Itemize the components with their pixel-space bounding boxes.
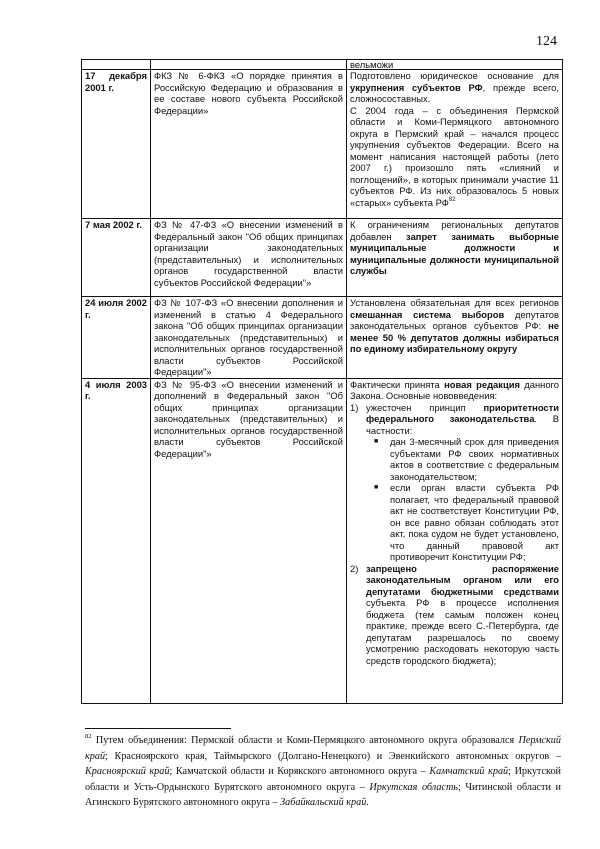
square-bullet-icon: ■: [374, 484, 379, 491]
list-item: [366, 482, 559, 563]
result-intro: [350, 379, 559, 402]
text: К ограничениям региональных депутатов добавлен: [350, 219, 559, 242]
text: Фактически принята: [350, 378, 445, 390]
list-number: 2): [350, 562, 359, 574]
text: С 2004 года – с объединения Пермской области и Коми-Пермяцкого автономного округа в Пермский край – начался процесс укрупнения субъектов Федерации. Всего на момент написания настоящей работы (лето 2007 г.) произошло пять «слияний и поглощений», в которых принимали участие 11 субъектов РФ. Из них образовалось 5 новых «старых» субъекта РФ: [350, 104, 559, 208]
cell-result: вельможи: [347, 60, 563, 70]
text: Путем объединения: Пермской области и Коми-Пермяцкого автономного округа образовался: [91, 735, 519, 746]
table-row: [82, 70, 563, 219]
text: Подготовлено юридическое основание для: [350, 70, 559, 81]
italic-text: Забайкальский край: [280, 797, 367, 808]
bold-text: укрупнения субъектов РФ: [350, 81, 483, 93]
text: ; Иркутской области и Усть-Ордынского Бурятского автономного округа –: [85, 766, 561, 793]
list-item: [366, 436, 559, 482]
numbered-list: [350, 402, 559, 667]
text: если орган власти субъекта РФ полагает, что федеральный правовой акт не соответствует Конституции РФ, он все равно обязан соблюдать этот акт, пока судом не будет установлено, что данный правовой акт противоречит Конституции РФ;: [390, 482, 559, 562]
list-item: [350, 402, 559, 563]
page-number: 124: [536, 34, 557, 49]
text: дан 3-месячный срок для приведения субъектами РФ своих нормативных актов в соответствие с федеральным законодательством;: [390, 436, 559, 482]
cell-date: 24 июля 2002 г.: [82, 297, 151, 379]
text: субъекта РФ в процессе исполнения бюджета (тем самым положен конец практике, прежде всего С.-Петербурга, где депутатам разрешалось по своему усмотрению расходовать некоторую часть средств городского бюджета);: [366, 597, 559, 666]
cell-date: 17 декабря 2001 г.: [82, 70, 151, 219]
list-number: 1): [350, 401, 359, 413]
text: ; Красноярского края, Таймырского (Долгано-Ненецкого) и Эвенкийского автономных округов –: [105, 750, 561, 762]
text: . В частности:: [366, 413, 559, 436]
footnote-separator: [85, 728, 231, 729]
text: данного Закона. Основные нововведения:: [350, 378, 559, 401]
cell-date: 7 мая 2002 г.: [82, 219, 151, 297]
result-paragraph: [350, 70, 559, 105]
cell-date: 4 июля 2003 г.: [82, 378, 151, 703]
footnote: [85, 733, 561, 811]
square-bullet-icon: ■: [374, 438, 379, 445]
text: депутатов законодательных органов субъектов РФ:: [350, 308, 559, 331]
bold-text: смешанная система выборов: [350, 308, 505, 320]
bold-text: запрет занимать выборные муниципальные должности и муниципальные должности муниципальной службы: [350, 230, 559, 276]
cell-result: [347, 297, 563, 379]
text: ; Читинской области и Агинского Бурятского автономного округа –: [85, 781, 561, 808]
bullet-list: [366, 436, 559, 563]
bold-text: приоритетности федерального законодательства: [366, 401, 559, 424]
cell-law: ФЗ № 47-ФЗ «О внесении изменений в Федеральный закон "Об общих принципах организации законодательных (представительных) и исполнительных органов государственной власти субъектов Российской Федерации"»: [151, 219, 347, 297]
cell-law: ФКЗ № 6-ФКЗ «О порядке принятия в Российскую Федерацию и образования в ее составе нового субъекта Российской Федерации»: [151, 70, 347, 219]
table-row: [82, 219, 563, 297]
bold-text: запрещено распоряжение законодательным органом или его депутатами бюджетными средствами: [366, 562, 559, 597]
table-row: [82, 297, 563, 379]
text: Установлена обязательная для всех регионов: [350, 297, 559, 308]
bold-text: не менее 50 % депутатов должны избираться по единому избирательному округу: [350, 320, 559, 354]
cell-law: ФЗ № 95-ФЗ «О внесении изменений и дополнений в Федеральный закон "Об общих принципах организации законодательных (представительных) и исполнительных органов государственной власти субъектов Российской Федерации"»: [151, 378, 347, 703]
cell-result: [347, 219, 563, 297]
cell-law: ФЗ № 107-ФЗ «О внесении дополнения и изменений в статью 4 Федерального закона "Об общих принципах организации законодательных (представительных) и исполнительных органов государственной власти субъектов Российской Федерации"»: [151, 297, 347, 379]
cell-result: [347, 378, 563, 703]
italic-text: Камчатский край: [429, 766, 509, 777]
bold-text: новая редакция: [444, 378, 520, 390]
italic-text: Иркутская область: [369, 781, 458, 793]
list-item: [350, 563, 559, 667]
table-row-continuation: [82, 60, 563, 70]
text: .: [366, 797, 369, 808]
text: , прежде всего, сложносоставных.: [350, 81, 559, 104]
footnote-ref[interactable]: 82: [448, 196, 456, 203]
legislation-table: [81, 59, 563, 704]
cell-law: [151, 60, 347, 70]
italic-text: Красноярский край: [85, 766, 170, 777]
result-paragraph: [350, 105, 559, 209]
text: ; Камчатской области и Корякского автономного округа –: [169, 766, 430, 777]
italic-text: Пермский край: [85, 735, 561, 762]
cell-result: [347, 70, 563, 219]
cell-date: [82, 60, 151, 70]
footnote-number: 82: [85, 733, 92, 740]
text: ужесточен принцип: [366, 401, 484, 413]
table-row: [82, 378, 563, 703]
